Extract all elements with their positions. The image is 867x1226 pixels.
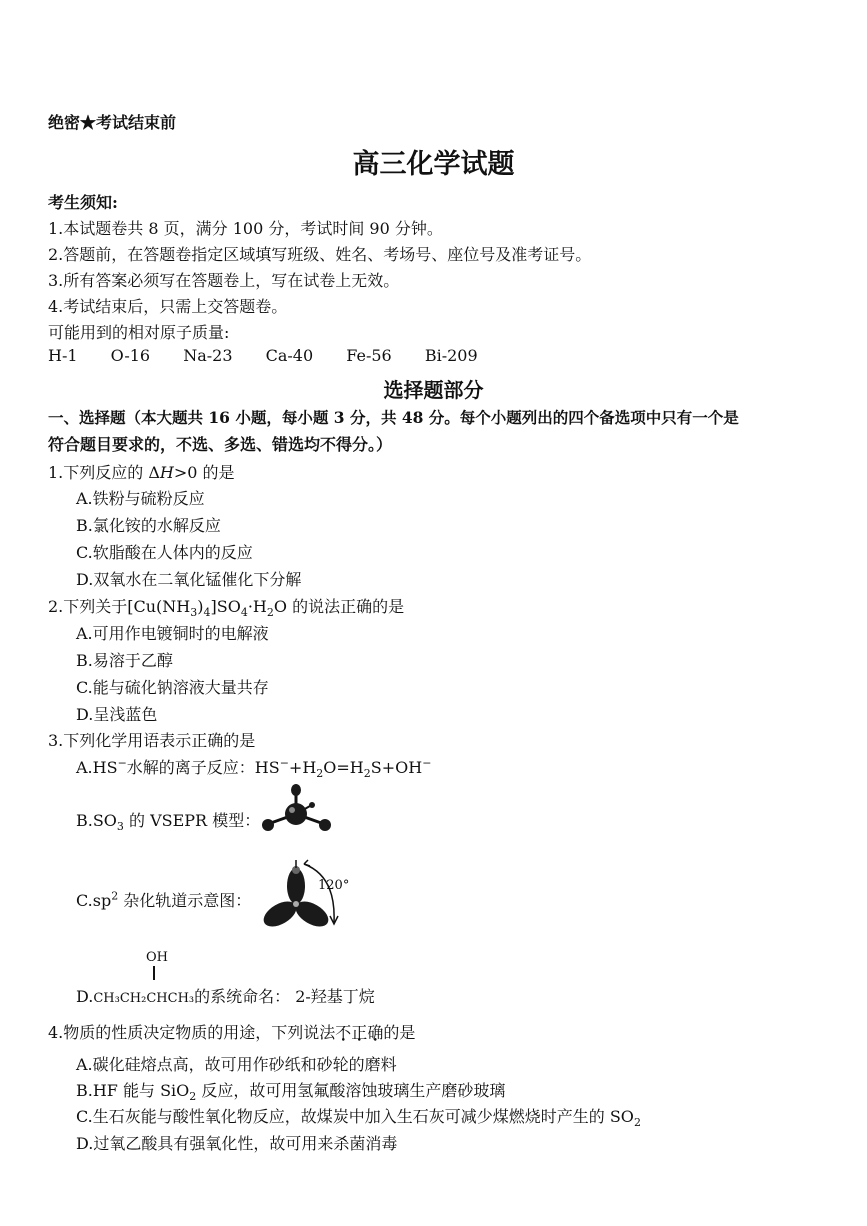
question-3-option-c: $C.sp^2$ 杂化轨道示意图： bbox=[76, 889, 252, 910]
question-1-stem: 1.下列反应的 ΔH>0 的是 bbox=[48, 463, 235, 482]
question-4-option-d: D.过氧乙酸具有强氧化性，故可用来杀菌消毒 bbox=[76, 1134, 398, 1153]
atomic-mass-item: Na-23 bbox=[183, 346, 233, 365]
question-3-option-d: D.CH₃CH₂CHCH₃的系统命名： 2-羟基丁烷 bbox=[76, 987, 375, 1006]
question-3-option-b: $B.SO_3$ 的 VSEPR 模型： bbox=[76, 811, 261, 834]
question-2-option-d: D.呈浅蓝色 bbox=[76, 705, 158, 724]
section-intro-line-2: 符合题目要求的，不选、多选、错选均不得分。） bbox=[48, 435, 393, 454]
orbital-angle-label: 120° bbox=[318, 878, 350, 893]
confidential-label: 绝密★考试结束前 bbox=[48, 113, 177, 132]
notice-heading: 考生须知: bbox=[48, 193, 118, 212]
hydroxyl-bond-line bbox=[153, 966, 155, 980]
question-2-option-c: C.能与硫化钠溶液大量共存 bbox=[76, 678, 269, 697]
question-4-option-b: B.HF 能与 SiO$_2$ 反应，故可用氢氟酸溶蚀玻璃生产磨砂玻璃 bbox=[76, 1081, 506, 1104]
question-2-stem: 2.下列关于$[Cu(NH_3)_4]SO_4\cdot H_2O$ 的说法正确的是 bbox=[48, 597, 405, 620]
atomic-mass-item: Ca-40 bbox=[265, 346, 314, 365]
question-1-option-a: A.铁粉与硫粉反应 bbox=[76, 489, 205, 508]
question-1-option-b: B.氯化铵的水解反应 bbox=[76, 516, 221, 535]
question-4-option-a: A.碳化硅熔点高，故可用作砂纸和砂轮的磨料 bbox=[76, 1055, 397, 1074]
atomic-mass-label: 可能用到的相对原子质量: bbox=[48, 323, 230, 342]
section-intro-line-1: 一、选择题（本大题共 16 小题，每小题 3 分，共 48 分。每个小题列出的四个备选项中只有一个是 bbox=[48, 408, 739, 427]
notice-item-1: 1.本试题卷共 8 页，满分 100 分，考试时间 90 分钟。 bbox=[48, 219, 443, 238]
sp2-orbital-diagram bbox=[258, 856, 358, 942]
question-2-option-a: A.可用作电镀铜时的电解液 bbox=[76, 624, 269, 643]
vsepr-model-diagram bbox=[258, 782, 338, 842]
question-3-option-a: A.HS−水解的离子反应：$HS^-+H_2O=H_2S+OH^-$ bbox=[76, 756, 432, 781]
atomic-mass-item: O-16 bbox=[110, 346, 151, 365]
notice-item-3: 3.所有答案必须写在答题卷上，写在试卷上无效。 bbox=[48, 271, 400, 290]
question-2-option-b: B.易溶于乙醇 bbox=[76, 651, 173, 670]
question-1-option-d: D.双氧水在二氧化锰催化下分解 bbox=[76, 570, 302, 589]
hydroxyl-label: OH bbox=[146, 950, 168, 965]
question-1-option-c: C.软脂酸在人体内的反应 bbox=[76, 543, 253, 562]
notice-item-4: 4.考试结束后，只需上交答题卷。 bbox=[48, 297, 288, 316]
exam-title: 高三化学试题 bbox=[352, 149, 515, 180]
atomic-mass-list bbox=[48, 346, 506, 365]
atomic-mass-item: H-1 bbox=[48, 346, 78, 365]
question-3-stem: 3.下列化学用语表示正确的是 bbox=[48, 731, 256, 750]
atomic-mass-item: Fe-56 bbox=[346, 346, 392, 365]
section-title: 选择题部分 bbox=[383, 378, 484, 402]
question-4-option-c: C.生石灰能与酸性氧化物反应，故煤炭中加入生石灰可减少煤燃烧时产生的 $SO_2$ bbox=[76, 1107, 641, 1130]
atomic-mass-item: Bi-209 bbox=[424, 346, 478, 365]
question-4-stem: 4.物质的性质决定物质的用途，下列说法不正确的是 bbox=[48, 1023, 416, 1042]
notice-item-2: 2.答题前，在答题卷指定区域填写班级、姓名、考场号、座位号及准考证号。 bbox=[48, 245, 592, 264]
